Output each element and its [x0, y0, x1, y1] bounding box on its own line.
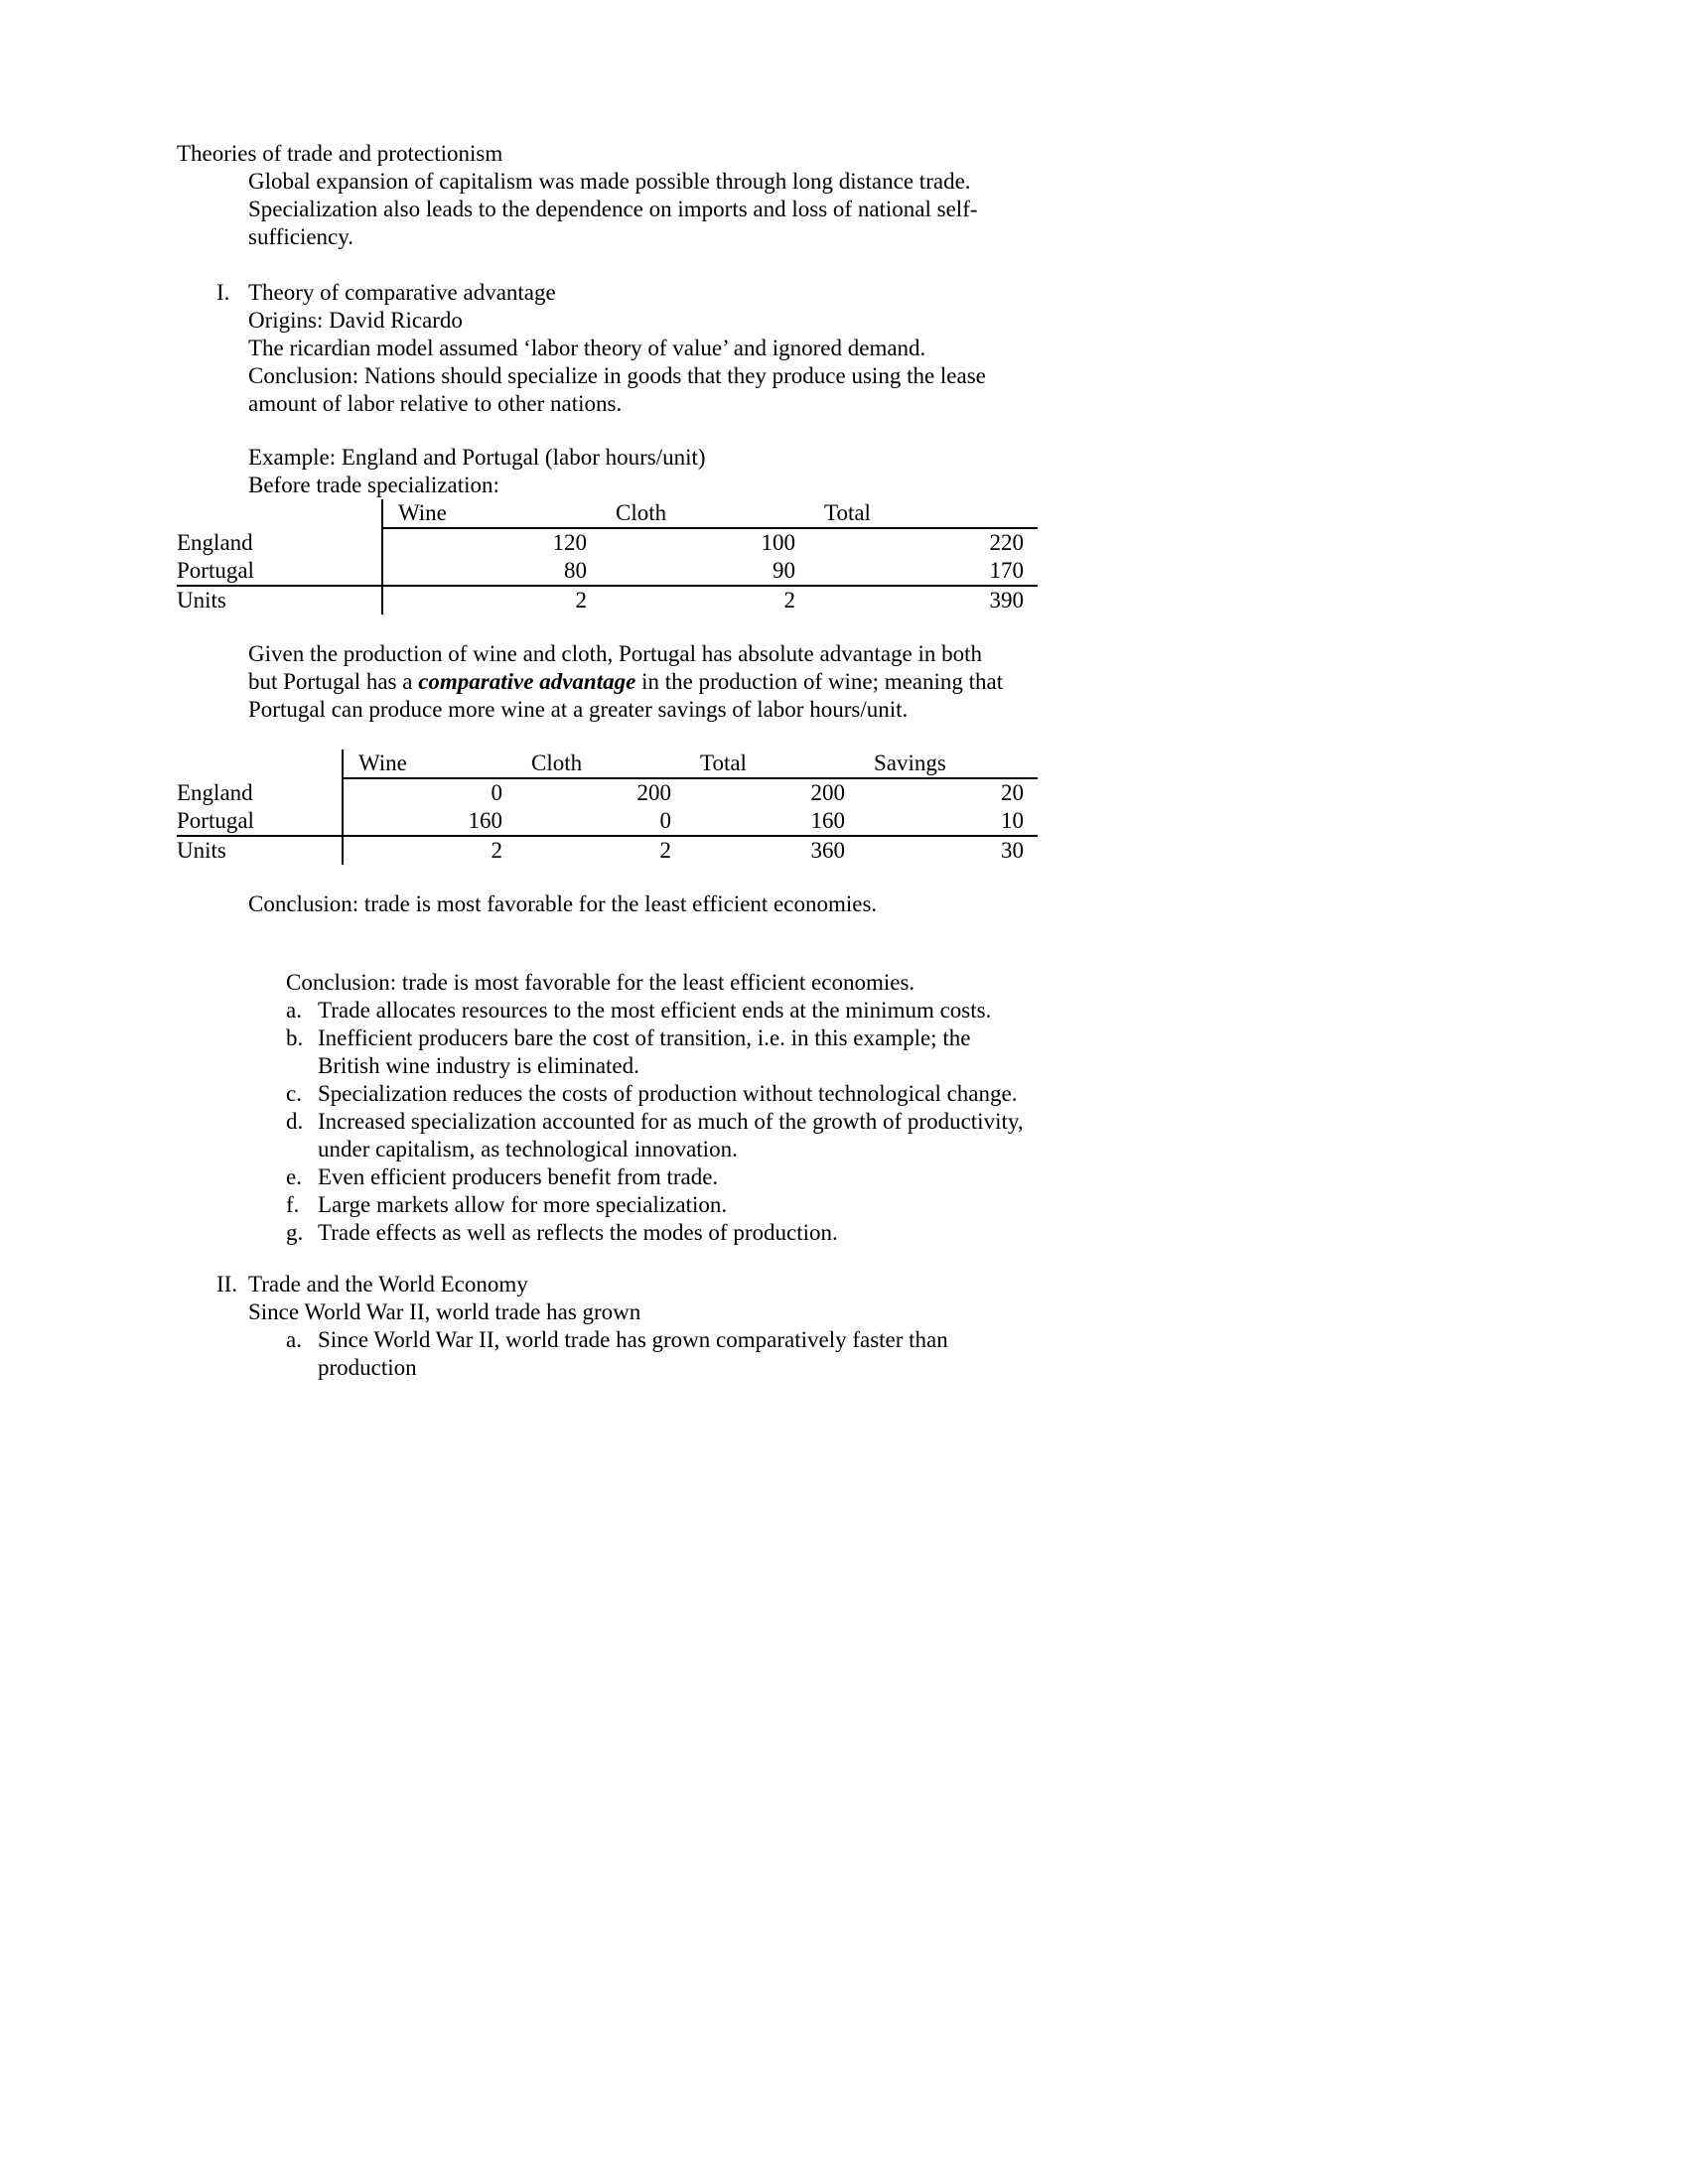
list-item-text: Inefficient producers bare the cost of transition, i.e. in this example; the British wine industry is eliminated.: [318, 1025, 971, 1078]
list-item: [286, 1219, 1029, 1247]
list-marker: a.: [286, 998, 302, 1023]
table-row: [177, 528, 1038, 557]
after-trade-table: [177, 750, 1038, 865]
list-marker: a.: [286, 1327, 302, 1352]
list-item: [286, 1163, 1029, 1191]
table-header: Savings: [859, 750, 1038, 778]
list-item-text: Trade effects as well as reflects the modes of production.: [318, 1220, 838, 1245]
table-cell: 2: [382, 586, 601, 614]
ricardian-line: The ricardian model assumed ‘labor theory of value’ and ignored demand.: [248, 336, 926, 360]
table-cell: 170: [809, 557, 1038, 586]
table-row: [177, 807, 1038, 836]
list-marker: d.: [286, 1109, 304, 1134]
given-post: in the production of wine; meaning that Portugal can produce more wine at a greater savings of labor hours/unit.: [248, 669, 1004, 722]
table-cell: 2: [343, 836, 516, 865]
list-item-text: Large markets allow for more specialization.: [318, 1192, 728, 1217]
table-corner-cell: [177, 499, 382, 528]
list-item: [286, 1108, 1029, 1163]
table-cell: 160: [685, 807, 859, 836]
list-marker: b.: [286, 1025, 304, 1050]
table-header-row: [177, 499, 1038, 528]
table-cell: 30: [1001, 838, 1024, 863]
given-pre: Given the production of wine and cloth, Portugal has absolute advantage in both but Portugal has a: [248, 641, 983, 694]
list-item-text: Trade allocates resources to the most efficient ends at the minimum costs.: [318, 998, 992, 1023]
section-2-marker: II.: [216, 1272, 238, 1297]
page-title: Theories of trade and protectionism: [177, 141, 503, 166]
table-cell: 200: [636, 780, 671, 805]
table-corner-cell: [177, 750, 343, 778]
since-ww2-line: Since World War II, world trade has grown: [248, 1299, 641, 1324]
row-label: England: [177, 530, 253, 555]
conclusion-block: [286, 969, 1029, 1247]
table-cell: 200: [810, 780, 845, 805]
list-item: [286, 1080, 1029, 1108]
list-item-text: Specialization reduces the costs of production without technological change.: [318, 1081, 1018, 1106]
table-cell: 120: [382, 528, 601, 557]
table-row: [177, 586, 1038, 614]
list-item: [286, 1191, 1029, 1219]
table-header: Wine: [382, 499, 601, 528]
section-2-heading: Trade and the World Economy: [248, 1272, 528, 1297]
row-label: England: [177, 780, 253, 805]
row-label: Portugal: [177, 807, 343, 836]
list-item-text: Since World War II, world trade has grown comparatively faster than production: [318, 1327, 948, 1380]
table-cell: 10: [859, 807, 1038, 836]
list-marker: e.: [286, 1164, 302, 1189]
list-marker: f.: [286, 1192, 300, 1217]
table-cell: 0: [343, 778, 516, 807]
row-label: Units: [177, 588, 226, 613]
section-2: [216, 1271, 1688, 1382]
table-header: Cloth: [516, 750, 685, 778]
table-cell: 220: [989, 530, 1024, 555]
section-2-body: [248, 1271, 1688, 1382]
list-marker: c.: [286, 1081, 302, 1106]
row-label: Units: [177, 838, 226, 863]
row-label: Portugal: [177, 557, 382, 586]
table-cell: 100: [761, 530, 795, 555]
list-item-text: Even efficient producers benefit from trade.: [318, 1164, 719, 1189]
table-cell: 2: [783, 588, 795, 613]
table-header: Total: [685, 750, 859, 778]
table-cell: 360: [810, 838, 845, 863]
list-item: [286, 1326, 981, 1382]
table-cell: 80: [382, 557, 601, 586]
table-cell: 160: [343, 807, 516, 836]
table-row: [177, 836, 1038, 865]
table-cell: 390: [989, 588, 1024, 613]
list-item-text: Increased specialization accounted for as much of the growth of productivity, under capitalism, as technological innovation.: [318, 1109, 1024, 1161]
table-header-row: [177, 750, 1038, 778]
conclusion-line-2: Conclusion: trade is most favorable for the least efficient economies.: [286, 970, 915, 995]
table-cell: 20: [1001, 780, 1024, 805]
section-1-body: [248, 279, 1688, 499]
intro-paragraph: Global expansion of capitalism was made possible through long distance trade. Specialization also leads to the dependence on imports and loss of national self-sufficiency.: [248, 169, 978, 249]
list-item: [286, 1024, 1029, 1080]
conclusion-nations-line: Conclusion: Nations should specialize in goods that they produce using the lease amount of labor relative to other nations.: [248, 363, 986, 416]
table-header: Cloth: [601, 499, 809, 528]
section-1-heading: Theory of comparative advantage: [248, 280, 556, 305]
table-row: [177, 557, 1038, 586]
table-row: [177, 778, 1038, 807]
comparative-advantage-emphasis: comparative advantage: [418, 669, 636, 694]
conclusion-line: Conclusion: trade is most favorable for the least efficient economies.: [248, 891, 878, 916]
list-marker: g.: [286, 1220, 304, 1245]
table-header: Wine: [343, 750, 516, 778]
given-paragraph: [248, 640, 1015, 724]
table-cell: 2: [659, 838, 671, 863]
table-cell: 0: [516, 807, 685, 836]
origins-line: Origins: David Ricardo: [248, 308, 463, 333]
before-trade-label: Before trade specialization:: [248, 473, 499, 497]
section-1-marker: I.: [216, 280, 230, 305]
table-header: Total: [809, 499, 1038, 528]
example-label: Example: England and Portugal (labor hours/unit): [248, 445, 706, 470]
table-cell: 90: [601, 557, 809, 586]
list-item: [286, 997, 1029, 1024]
before-trade-table: [177, 499, 1038, 614]
section-1: [216, 279, 1688, 499]
